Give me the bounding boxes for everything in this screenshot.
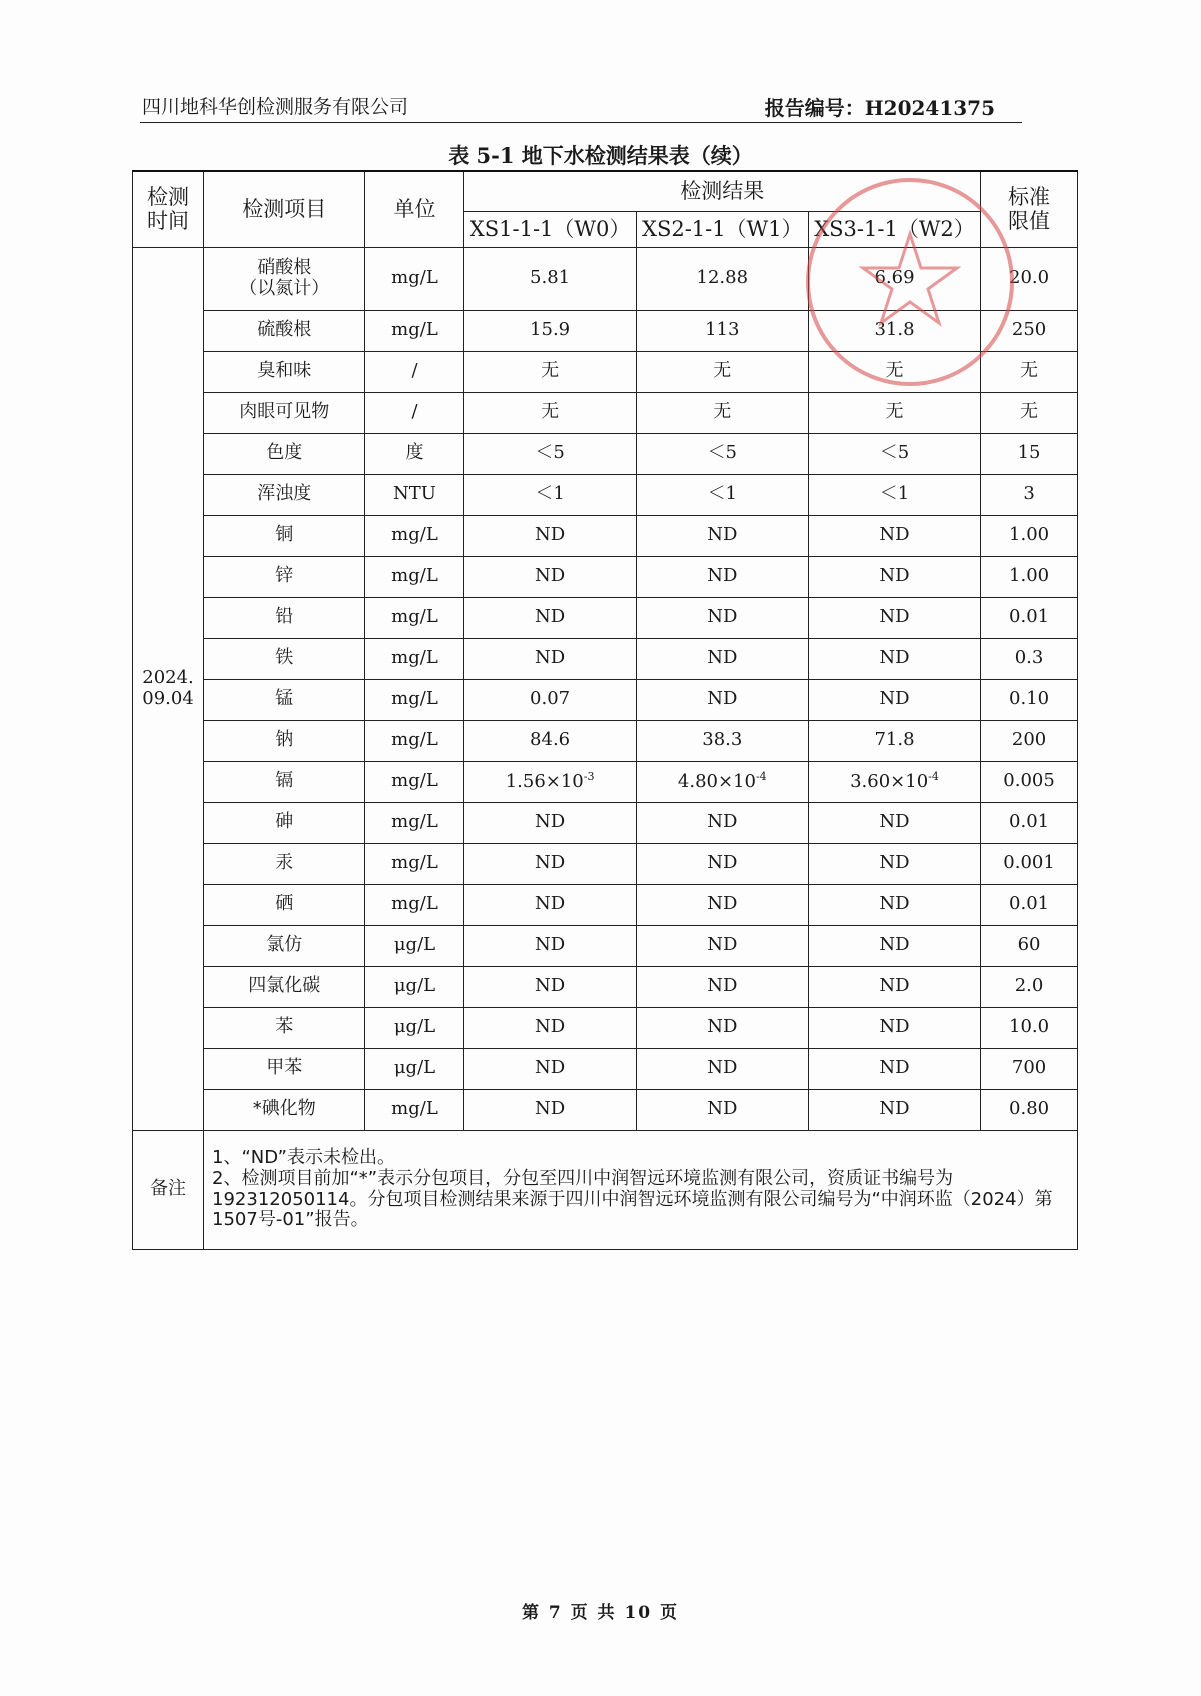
table-row bbox=[133, 515, 1078, 556]
table-row bbox=[133, 247, 1078, 310]
item-name: 浑浊度 bbox=[204, 474, 365, 515]
limit-cell: 0.001 bbox=[981, 843, 1078, 884]
unit-cell: mg/L bbox=[365, 843, 464, 884]
notes-cell bbox=[204, 1130, 1078, 1249]
limit-cell: 10.0 bbox=[981, 1007, 1078, 1048]
limit-cell: 1.00 bbox=[981, 515, 1078, 556]
note-2: 2、检测项目前加“*”表示分包项目，分包至四川中润智远环境监测有限公司，资质证书编号为192312050114。分包项目检测结果来源于四川中润智远环境监测有限公司编号为“中润环监（2024）第1507号-01”报告。 bbox=[212, 1167, 1053, 1231]
value-site-1: 无 bbox=[464, 351, 636, 392]
value-site-3: ND bbox=[808, 1048, 980, 1089]
value-site-3: ND bbox=[808, 597, 980, 638]
unit-cell: 度 bbox=[365, 433, 464, 474]
table-row bbox=[133, 1089, 1078, 1130]
item-name: 砷 bbox=[204, 802, 365, 843]
value-site-1: 84.6 bbox=[464, 720, 636, 761]
table-row bbox=[133, 351, 1078, 392]
sampling-date: 2024. 09.04 bbox=[133, 247, 204, 1130]
value-site-2: ND bbox=[636, 597, 808, 638]
table-row bbox=[133, 884, 1078, 925]
value-site-1: 无 bbox=[464, 392, 636, 433]
value-site-2: ND bbox=[636, 966, 808, 1007]
value-site-1: ND bbox=[464, 1048, 636, 1089]
unit-cell: mg/L bbox=[365, 597, 464, 638]
unit-cell: / bbox=[365, 392, 464, 433]
report-number: 报告编号：H20241375 bbox=[764, 96, 995, 120]
value-site-2: 38.3 bbox=[636, 720, 808, 761]
table-row bbox=[133, 720, 1078, 761]
header-site-2: XS2-1-1（W1） bbox=[636, 211, 808, 247]
limit-cell: 0.01 bbox=[981, 884, 1078, 925]
item-name: 四氯化碳 bbox=[204, 966, 365, 1007]
limit-cell: 无 bbox=[981, 392, 1078, 433]
value-site-2: ND bbox=[636, 679, 808, 720]
unit-cell: mg/L bbox=[365, 247, 464, 310]
unit-cell: mg/L bbox=[365, 310, 464, 351]
value-site-2: ND bbox=[636, 515, 808, 556]
limit-cell: 200 bbox=[981, 720, 1078, 761]
value-site-1: ＜1 bbox=[464, 474, 636, 515]
value-site-1: 15.9 bbox=[464, 310, 636, 351]
value-site-1: $1.56\times 10^{-3}$ bbox=[464, 761, 636, 802]
header-results: 检测结果 bbox=[464, 171, 981, 211]
limit-cell: 0.01 bbox=[981, 802, 1078, 843]
item-name: 臭和味 bbox=[204, 351, 365, 392]
unit-cell: mg/L bbox=[365, 884, 464, 925]
item-name: *碘化物 bbox=[204, 1089, 365, 1130]
limit-cell: 3 bbox=[981, 474, 1078, 515]
value-site-1: ND bbox=[464, 802, 636, 843]
value-site-1: 0.07 bbox=[464, 679, 636, 720]
value-site-3: ＜1 bbox=[808, 474, 980, 515]
results-table bbox=[132, 170, 1078, 1250]
value-site-1: ND bbox=[464, 638, 636, 679]
table-row bbox=[133, 392, 1078, 433]
value-site-3: ND bbox=[808, 1089, 980, 1130]
value-site-3: ND bbox=[808, 925, 980, 966]
value-site-1: ND bbox=[464, 515, 636, 556]
note-1: 1、“ND”表示未检出。 bbox=[212, 1147, 395, 1169]
header-site-3: XS3-1-1（W2） bbox=[808, 211, 980, 247]
limit-cell: 0.3 bbox=[981, 638, 1078, 679]
page-footer: 第 7 页 共 10 页 bbox=[521, 1603, 680, 1623]
item-name: 氯仿 bbox=[204, 925, 365, 966]
header-divider bbox=[140, 122, 1022, 123]
value-site-3: ND bbox=[808, 884, 980, 925]
value-site-1: ND bbox=[464, 556, 636, 597]
value-site-2: ＜1 bbox=[636, 474, 808, 515]
item-name: 硒 bbox=[204, 884, 365, 925]
value-site-2: ND bbox=[636, 1089, 808, 1130]
unit-cell: mg/L bbox=[365, 761, 464, 802]
unit-cell: mg/L bbox=[365, 679, 464, 720]
item-name: 苯 bbox=[204, 1007, 365, 1048]
table-title: 表 5-1 地下水检测结果表（续） bbox=[448, 143, 753, 168]
value-site-3: 31.8 bbox=[808, 310, 980, 351]
header-item: 检测项目 bbox=[204, 171, 365, 247]
value-site-1: ND bbox=[464, 1089, 636, 1130]
value-site-3: ND bbox=[808, 679, 980, 720]
value-site-3: ＜5 bbox=[808, 433, 980, 474]
value-site-2: ND bbox=[636, 1048, 808, 1089]
value-site-1: 5.81 bbox=[464, 247, 636, 310]
value-site-2: 无 bbox=[636, 392, 808, 433]
unit-cell: mg/L bbox=[365, 720, 464, 761]
header-unit: 单位 bbox=[365, 171, 464, 247]
item-name: 镉 bbox=[204, 761, 365, 802]
limit-cell: 20.0 bbox=[981, 247, 1078, 310]
unit-cell: NTU bbox=[365, 474, 464, 515]
limit-cell: 0.80 bbox=[981, 1089, 1078, 1130]
company-name: 四川地科华创检测服务有限公司 bbox=[142, 96, 409, 118]
header-site-1: XS1-1-1（W0） bbox=[464, 211, 636, 247]
table-row bbox=[133, 679, 1078, 720]
value-site-3: ND bbox=[808, 515, 980, 556]
value-site-2: $4.80\times 10^{-4}$ bbox=[636, 761, 808, 802]
value-site-2: ND bbox=[636, 802, 808, 843]
item-name: 甲苯 bbox=[204, 1048, 365, 1089]
value-site-3: ND bbox=[808, 638, 980, 679]
unit-cell: μg/L bbox=[365, 966, 464, 1007]
limit-cell: 2.0 bbox=[981, 966, 1078, 1007]
unit-cell: / bbox=[365, 351, 464, 392]
value-site-3: 71.8 bbox=[808, 720, 980, 761]
value-site-2: 12.88 bbox=[636, 247, 808, 310]
header-limit: 标准 限值 bbox=[981, 171, 1078, 247]
notes-row bbox=[133, 1130, 1078, 1249]
limit-cell: 250 bbox=[981, 310, 1078, 351]
limit-cell: 15 bbox=[981, 433, 1078, 474]
limit-cell: 60 bbox=[981, 925, 1078, 966]
value-site-3: 无 bbox=[808, 351, 980, 392]
unit-cell: mg/L bbox=[365, 515, 464, 556]
unit-cell: μg/L bbox=[365, 925, 464, 966]
value-site-1: ＜5 bbox=[464, 433, 636, 474]
value-site-1: ND bbox=[464, 925, 636, 966]
item-name: 铜 bbox=[204, 515, 365, 556]
value-site-3: ND bbox=[808, 966, 980, 1007]
value-site-3: ND bbox=[808, 802, 980, 843]
value-site-1: ND bbox=[464, 843, 636, 884]
item-name: 锌 bbox=[204, 556, 365, 597]
table-row bbox=[133, 925, 1078, 966]
table-row bbox=[133, 966, 1078, 1007]
table-row bbox=[133, 310, 1078, 351]
unit-cell: μg/L bbox=[365, 1048, 464, 1089]
table-row bbox=[133, 474, 1078, 515]
value-site-1: ND bbox=[464, 884, 636, 925]
unit-cell: mg/L bbox=[365, 802, 464, 843]
table-row bbox=[133, 433, 1078, 474]
table-row bbox=[133, 761, 1078, 802]
value-site-3: ND bbox=[808, 1007, 980, 1048]
limit-cell: 无 bbox=[981, 351, 1078, 392]
value-site-3: ND bbox=[808, 556, 980, 597]
item-name: 铁 bbox=[204, 638, 365, 679]
limit-cell: 1.00 bbox=[981, 556, 1078, 597]
limit-cell: 700 bbox=[981, 1048, 1078, 1089]
value-site-2: ND bbox=[636, 843, 808, 884]
table-row bbox=[133, 556, 1078, 597]
value-site-3: ND bbox=[808, 843, 980, 884]
value-site-2: 113 bbox=[636, 310, 808, 351]
value-site-1: ND bbox=[464, 597, 636, 638]
value-site-2: ND bbox=[636, 556, 808, 597]
value-site-1: ND bbox=[464, 1007, 636, 1048]
table-row bbox=[133, 802, 1078, 843]
item-name: 肉眼可见物 bbox=[204, 392, 365, 433]
value-site-1: ND bbox=[464, 966, 636, 1007]
header-time: 检测 时间 bbox=[133, 171, 204, 247]
value-site-3: 无 bbox=[808, 392, 980, 433]
limit-cell: 0.005 bbox=[981, 761, 1078, 802]
value-site-2: ND bbox=[636, 884, 808, 925]
limit-cell: 0.10 bbox=[981, 679, 1078, 720]
item-name: 铅 bbox=[204, 597, 365, 638]
limit-cell: 0.01 bbox=[981, 597, 1078, 638]
value-site-2: ND bbox=[636, 638, 808, 679]
table-row bbox=[133, 1007, 1078, 1048]
table-row bbox=[133, 638, 1078, 679]
value-site-3: 6.69 bbox=[808, 247, 980, 310]
table-row bbox=[133, 843, 1078, 884]
item-name: 锰 bbox=[204, 679, 365, 720]
item-name: 色度 bbox=[204, 433, 365, 474]
table-row bbox=[133, 1048, 1078, 1089]
item-name: 钠 bbox=[204, 720, 365, 761]
unit-cell: mg/L bbox=[365, 638, 464, 679]
unit-cell: μg/L bbox=[365, 1007, 464, 1048]
value-site-2: 无 bbox=[636, 351, 808, 392]
unit-cell: mg/L bbox=[365, 556, 464, 597]
item-name: 汞 bbox=[204, 843, 365, 884]
item-name: 硫酸根 bbox=[204, 310, 365, 351]
value-site-2: ＜5 bbox=[636, 433, 808, 474]
item-name: 硝酸根 （以氮计） bbox=[204, 247, 365, 310]
value-site-3: $3.60\times 10^{-4}$ bbox=[808, 761, 980, 802]
table-row bbox=[133, 597, 1078, 638]
notes-label: 备注 bbox=[133, 1130, 204, 1249]
value-site-2: ND bbox=[636, 1007, 808, 1048]
unit-cell: mg/L bbox=[365, 1089, 464, 1130]
value-site-2: ND bbox=[636, 925, 808, 966]
